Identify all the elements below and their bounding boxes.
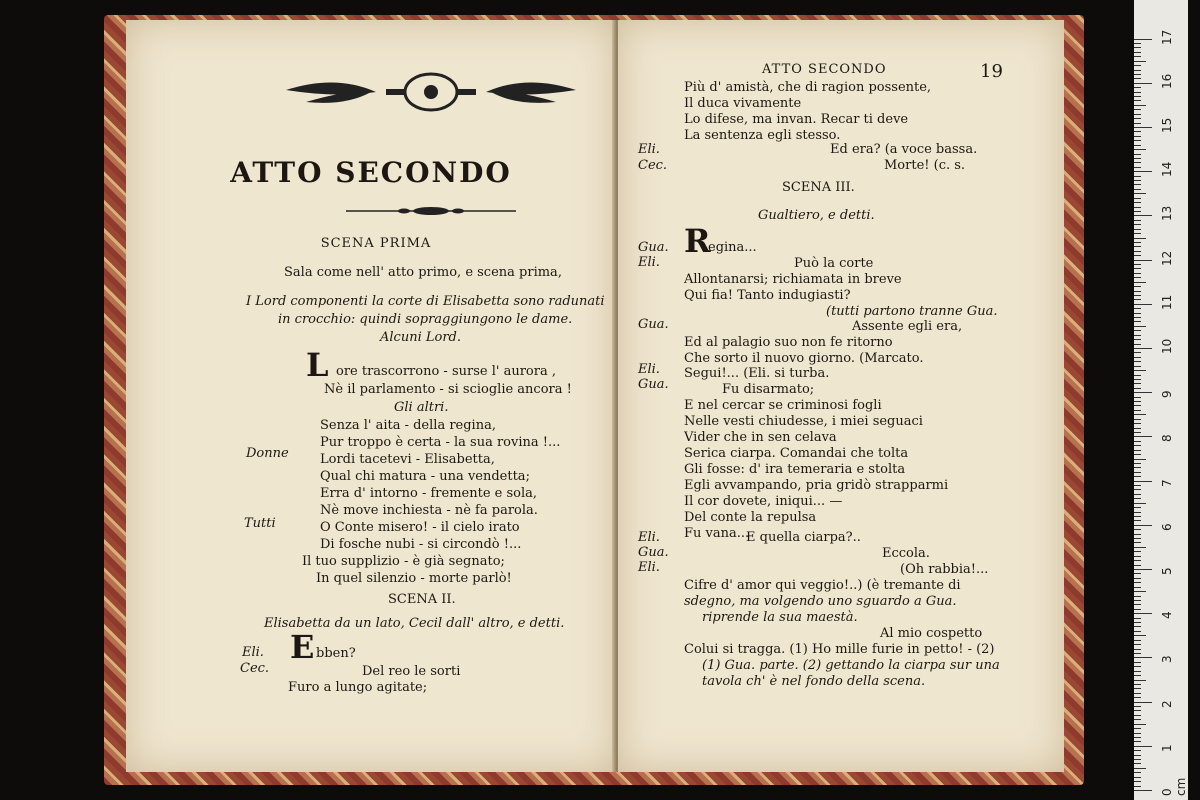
left-page <box>126 20 616 772</box>
ruler-tick <box>1134 202 1141 203</box>
ruler-tick <box>1134 123 1141 124</box>
speaker-label: Gua. <box>638 545 669 560</box>
verse-line: Fu disarmato; <box>722 382 815 397</box>
verse-line: ore trascorrono - surse l' aurora , <box>336 364 556 379</box>
ruler-tick <box>1134 313 1141 314</box>
speaker-label: Eli. <box>638 560 660 575</box>
ruler-label: 4 <box>1160 611 1174 620</box>
ruler-tick <box>1134 534 1141 535</box>
ruler-tick <box>1134 737 1141 738</box>
ornament-vignette <box>276 68 586 116</box>
ruler-tick <box>1134 255 1141 256</box>
ruler-tick <box>1134 622 1141 623</box>
ruler-tick <box>1134 260 1152 261</box>
ruler-tick <box>1134 344 1141 345</box>
speaker-label: Cec. <box>638 158 668 173</box>
speaker-label: Cec. <box>240 661 270 676</box>
ruler-tick <box>1134 489 1141 490</box>
ruler-tick <box>1134 697 1141 698</box>
ruler-tick <box>1134 238 1146 239</box>
ruler-tick <box>1134 746 1152 747</box>
verse-line: Nè move inchiesta - nè fa parola. <box>320 503 538 518</box>
ruler-tick <box>1134 100 1141 101</box>
ruler-tick <box>1134 136 1141 137</box>
ruler-tick <box>1134 96 1141 97</box>
verse-line: bben? <box>316 646 356 661</box>
ruler-tick <box>1134 706 1141 707</box>
ruler-tick <box>1134 397 1141 398</box>
ruler-tick <box>1134 441 1141 442</box>
ruler-tick <box>1134 772 1141 773</box>
speaker-label: Gua. <box>638 317 669 332</box>
ruler-tick <box>1134 582 1141 583</box>
ruler-tick <box>1134 43 1141 44</box>
ruler-tick <box>1134 525 1152 526</box>
verse-line: Gli fosse: d' ira temeraria e stolta <box>684 462 906 477</box>
ruler-tick <box>1134 162 1141 163</box>
ruler-label: 17 <box>1160 29 1174 45</box>
verse-line: egina... <box>708 240 757 255</box>
ruler-tick <box>1134 246 1141 247</box>
verse-line: Ed era? (a voce bassa. <box>830 142 978 157</box>
verse-line: Lordi tacetevi - Elisabetta, <box>320 452 495 467</box>
speaker-label: Gua. <box>638 240 669 255</box>
ruler-label: 2 <box>1160 699 1174 708</box>
verse-line: E nel cercar se criminosi fogli <box>684 398 882 413</box>
verse-line: E quella ciarpa?.. <box>746 530 861 545</box>
ruler-tick <box>1134 613 1152 614</box>
ruler-label: 16 <box>1160 73 1174 89</box>
stage-direction: Elisabetta da un lato, Cecil dall' altro, e detti. <box>264 616 565 631</box>
ruler-tick <box>1134 299 1141 300</box>
ruler-tick <box>1134 719 1141 720</box>
ruler-label: 15 <box>1160 117 1174 133</box>
verse-line: Colui si tragga. (1) Ho mille furie in petto! - (2) <box>684 642 995 657</box>
ruler-tick <box>1134 635 1146 636</box>
ruler-tick <box>1134 503 1146 504</box>
ruler-tick <box>1134 220 1141 221</box>
ruler-tick <box>1134 308 1141 309</box>
ruler-tick <box>1134 65 1141 66</box>
verse-line: Il cor dovete, iniqui... — <box>684 494 843 509</box>
ruler-tick <box>1134 450 1141 451</box>
ruler-tick <box>1134 335 1141 336</box>
ruler-tick <box>1134 715 1141 716</box>
verse-line: Nè il parlamento - si scioglie ancora ! <box>324 382 572 397</box>
ruler-tick <box>1134 759 1141 760</box>
verse-line: Senza l' aita - della regina, <box>320 418 496 433</box>
ruler-tick <box>1134 724 1146 725</box>
ruler-tick <box>1134 432 1141 433</box>
scene-heading: SCENA PRIMA <box>320 236 432 251</box>
verse-line: Qual chi matura - una vendetta; <box>320 469 530 484</box>
verse-line: Lo difese, ma invan. Recar ti deve <box>684 112 909 127</box>
ruler-label: 3 <box>1160 655 1174 664</box>
ruler-tick <box>1134 352 1141 353</box>
verse-line: Erra d' intorno - fremente e sola, <box>320 486 538 501</box>
ruler-tick <box>1134 454 1141 455</box>
ruler-tick <box>1134 229 1141 230</box>
ruler-tick <box>1134 445 1141 446</box>
ruler-tick <box>1134 242 1141 243</box>
ruler-tick <box>1134 644 1141 645</box>
ruler-tick <box>1134 370 1146 371</box>
ruler-tick <box>1134 790 1152 791</box>
footnote: tavola ch' è nel fondo della scena. <box>702 674 926 689</box>
ruler-tick <box>1134 688 1141 689</box>
ruler-tick <box>1134 609 1141 610</box>
ruler-tick <box>1134 569 1152 570</box>
stage-direction: Sala come nell' atto primo, e scena prima, <box>284 265 562 280</box>
verse-line: Assente egli era, <box>852 319 963 334</box>
ruler-tick <box>1134 198 1141 199</box>
ruler-tick <box>1134 423 1141 424</box>
ruler-tick <box>1134 52 1141 53</box>
ruler-tick <box>1134 728 1141 729</box>
stage-direction: sdegno, ma volgendo uno sguardo a Gua. <box>684 594 957 609</box>
verse-line: In quel silenzio - morte parlò! <box>316 571 512 586</box>
ruler-tick <box>1134 105 1146 106</box>
ruler-tick <box>1134 428 1141 429</box>
ruler-tick <box>1134 264 1141 265</box>
ruler-tick <box>1134 39 1152 40</box>
ruler-tick <box>1134 512 1141 513</box>
ruler-tick <box>1134 154 1141 155</box>
ruler-tick <box>1134 375 1141 376</box>
ruler-tick <box>1134 405 1141 406</box>
ruler-tick <box>1134 768 1146 769</box>
ruler-tick <box>1134 47 1141 48</box>
speaker-label: Eli. <box>638 255 660 270</box>
ruler-tick <box>1134 277 1141 278</box>
speaker-label: Gli altri. <box>394 400 449 415</box>
ruler-tick <box>1134 666 1141 667</box>
ruler-tick <box>1134 207 1141 208</box>
ruler-tick <box>1134 339 1141 340</box>
scene-heading: SCENA II. <box>388 592 456 607</box>
ruler-label: 14 <box>1160 161 1174 178</box>
ruler-tick <box>1134 171 1152 172</box>
ruler-label: 0 cm <box>1160 777 1188 796</box>
ruler-label: 6 <box>1160 523 1174 531</box>
ruler-tick <box>1134 587 1141 588</box>
ruler-tick <box>1134 193 1146 194</box>
ruler-tick <box>1134 547 1146 548</box>
verse-line: Cifre d' amor qui veggio!..) (è tremante di <box>684 578 961 593</box>
ruler-tick <box>1134 565 1141 566</box>
ruler-label: 5 <box>1160 567 1174 575</box>
drop-cap: E <box>290 628 315 666</box>
verse-line: Che sorto il nuovo giorno. (Marcato. <box>684 351 924 366</box>
ruler-tick <box>1134 189 1141 190</box>
verse-line: Nelle vesti chiudesse, i miei seguaci <box>684 414 923 429</box>
running-header: ATTO SECONDO <box>762 62 887 77</box>
ruler-tick <box>1134 494 1141 495</box>
speaker-label: Eli. <box>638 530 660 545</box>
ruler-label: 12 <box>1160 250 1174 266</box>
verse-line: Del reo le sorti <box>362 664 461 679</box>
ruler-tick <box>1134 702 1152 703</box>
right-page <box>618 20 1064 772</box>
ruler-tick <box>1134 379 1141 380</box>
ruler-tick <box>1134 600 1141 601</box>
speaker-label: Gua. <box>638 377 669 392</box>
ruler-tick <box>1134 750 1141 751</box>
ruler-label: 8 <box>1160 434 1174 443</box>
ruler-tick <box>1134 516 1141 517</box>
ruler-tick <box>1134 149 1146 150</box>
ruler-tick <box>1134 118 1141 119</box>
stage-direction: in crocchio: quindi sopraggiungono le dame. <box>278 312 573 327</box>
ruler-tick <box>1134 286 1141 287</box>
ruler-tick <box>1134 56 1141 57</box>
ornamental-rule <box>346 206 516 216</box>
verse-line: Può la corte <box>794 256 874 271</box>
footnote: (1) Gua. parte. (2) gettando la ciarpa sur una <box>702 658 1000 673</box>
ruler-tick <box>1134 145 1141 146</box>
ruler-tick <box>1134 176 1141 177</box>
ruler-tick <box>1134 786 1141 787</box>
ruler-tick <box>1134 109 1141 110</box>
ruler-tick <box>1134 180 1141 181</box>
ruler-tick <box>1134 78 1141 79</box>
speaker-label: Eli. <box>638 362 660 377</box>
ruler-tick <box>1134 680 1146 681</box>
ruler-tick <box>1134 538 1141 539</box>
page-number: 19 <box>980 61 1003 82</box>
ruler-tick <box>1134 167 1141 168</box>
ruler-tick <box>1134 392 1152 393</box>
drop-cap: L <box>306 346 329 384</box>
ruler-tick <box>1134 631 1141 632</box>
ruler-tick <box>1134 578 1141 579</box>
ruler-tick <box>1134 657 1152 658</box>
verse-line: Egli avvampando, pria gridò strapparmi <box>684 478 949 493</box>
speaker-label: Eli. <box>638 142 660 157</box>
ruler-tick <box>1134 414 1146 415</box>
ruler-tick <box>1134 92 1141 93</box>
ruler-tick <box>1134 215 1152 216</box>
ruler-tick <box>1134 675 1141 676</box>
ruler-tick <box>1134 114 1141 115</box>
ruler-tick <box>1134 467 1141 468</box>
ruler-tick <box>1134 61 1146 62</box>
ruler-tick <box>1134 211 1141 212</box>
verse-line: Il duca vivamente <box>684 96 802 111</box>
ruler-tick <box>1134 295 1141 296</box>
speaker-label: Eli. <box>242 645 264 660</box>
ruler-tick <box>1134 755 1141 756</box>
ruler-tick <box>1134 83 1152 84</box>
ruler-tick <box>1134 710 1141 711</box>
ruler-tick <box>1134 291 1141 292</box>
ruler-tick <box>1134 74 1141 75</box>
ruler-tick <box>1134 304 1152 305</box>
ruler-tick <box>1134 741 1141 742</box>
verse-line: Segui!... (Eli. si turba. <box>684 366 830 381</box>
ruler-tick <box>1134 357 1141 358</box>
ruler-tick <box>1134 640 1141 641</box>
ruler-tick <box>1134 361 1141 362</box>
ruler-tick <box>1134 401 1141 402</box>
ruler-tick <box>1134 459 1146 460</box>
verse-line: O Conte misero! - il cielo irato <box>320 520 520 535</box>
verse-line: Eccola. <box>882 546 930 561</box>
ruler-tick <box>1134 653 1141 654</box>
ruler-tick <box>1134 684 1141 685</box>
ruler-label: 10 <box>1160 338 1174 354</box>
verse-line: Al mio cospetto <box>880 626 983 641</box>
ruler-tick <box>1134 618 1141 619</box>
ruler-tick <box>1134 268 1141 269</box>
verse-line: Serica ciarpa. Comandai che tolta <box>684 446 909 461</box>
ruler-tick <box>1134 317 1141 318</box>
ruler-tick <box>1134 366 1141 367</box>
ruler-tick <box>1134 184 1141 185</box>
ruler-tick <box>1134 485 1141 486</box>
ruler-label: 9 <box>1160 390 1174 399</box>
ruler-tick <box>1134 476 1141 477</box>
ruler-tick <box>1134 70 1141 71</box>
ruler-tick <box>1134 273 1141 274</box>
ruler-tick <box>1134 733 1141 734</box>
verse-line: Del conte la repulsa <box>684 510 817 525</box>
ruler-tick <box>1134 419 1141 420</box>
ruler-label: 13 <box>1160 206 1174 222</box>
act-title: ATTO SECONDO <box>230 156 512 189</box>
ruler-label: 1 <box>1160 744 1174 752</box>
ruler-tick <box>1134 481 1152 482</box>
ruler-tick <box>1134 87 1141 88</box>
ruler-tick <box>1134 573 1141 574</box>
ruler-label: 11 <box>1160 294 1174 310</box>
ruler-tick <box>1134 472 1141 473</box>
ruler-tick <box>1134 671 1141 672</box>
verse-line: Il tuo supplizio - è già segnato; <box>302 554 505 569</box>
verse-line: Ed al palagio suo non fe ritorno <box>684 335 893 350</box>
ruler-tick <box>1134 233 1141 234</box>
ruler-tick <box>1134 763 1141 764</box>
ruler-label: 7 <box>1160 478 1174 487</box>
ruler-tick <box>1134 777 1141 778</box>
ruler-tick <box>1134 649 1141 650</box>
verse-line: Di fosche nubi - si circondò !... <box>320 537 522 552</box>
verse-line: Qui fia! Tanto indugiasti? <box>684 288 851 303</box>
ruler-tick <box>1134 781 1141 782</box>
ruler-tick <box>1134 330 1141 331</box>
ruler-tick <box>1134 326 1146 327</box>
ruler-tick <box>1134 507 1141 508</box>
verse-line: Morte! (c. s. <box>884 158 966 173</box>
stage-direction: (tutti partono tranne Gua. <box>826 304 998 319</box>
ruler-tick <box>1134 626 1141 627</box>
ruler-tick <box>1134 321 1141 322</box>
verse-line: Pur troppo è certa - la sua rovina !... <box>320 435 561 450</box>
ruler-tick <box>1134 410 1141 411</box>
speaker-label: Tutti <box>244 516 276 531</box>
ruler-tick <box>1134 383 1141 384</box>
ruler-tick <box>1134 388 1141 389</box>
ruler-tick <box>1134 282 1146 283</box>
ruler-tick <box>1134 556 1141 557</box>
verse-line: Vider che in sen celava <box>684 430 837 445</box>
ruler-tick <box>1134 542 1141 543</box>
verse-line: Furo a lungo agitate; <box>288 680 428 695</box>
verse-line: (Oh rabbia!... <box>900 562 989 577</box>
stage-direction: Gualtiero, e detti. <box>758 208 875 223</box>
speaker-label: Alcuni Lord. <box>380 330 461 345</box>
ruler-tick <box>1134 551 1141 552</box>
verse-line: Più d' amistà, che di ragion possente, <box>684 80 932 95</box>
ruler-tick <box>1134 520 1141 521</box>
ruler-tick <box>1134 348 1152 349</box>
ruler-tick <box>1134 596 1141 597</box>
ruler-tick <box>1134 140 1141 141</box>
speaker-label: Donne <box>246 446 289 461</box>
ruler-tick <box>1134 224 1141 225</box>
ruler-tick <box>1134 529 1141 530</box>
ruler-tick <box>1134 604 1141 605</box>
verse-line: Allontanarsi; richiamata in breve <box>684 272 902 287</box>
ruler-tick <box>1134 251 1141 252</box>
measuring-ruler <box>1134 0 1188 800</box>
ruler-tick <box>1134 158 1141 159</box>
verse-line: La sentenza egli stesso. <box>684 128 841 143</box>
drop-cap: R <box>684 222 711 260</box>
ruler-tick <box>1134 591 1146 592</box>
scene-heading: SCENA III. <box>782 180 855 195</box>
stage-direction: riprende la sua maestà. <box>702 610 858 625</box>
ruler-tick <box>1134 127 1152 128</box>
ruler-tick <box>1134 662 1141 663</box>
ruler-tick <box>1134 693 1141 694</box>
verse-line: Fu vana... <box>684 526 750 541</box>
stage-direction: I Lord componenti la corte di Elisabetta sono radunati <box>246 294 605 309</box>
ruler-tick <box>1134 436 1152 437</box>
ruler-tick <box>1134 131 1141 132</box>
ruler-tick <box>1134 560 1141 561</box>
ruler-tick <box>1134 463 1141 464</box>
ruler-tick <box>1134 498 1141 499</box>
